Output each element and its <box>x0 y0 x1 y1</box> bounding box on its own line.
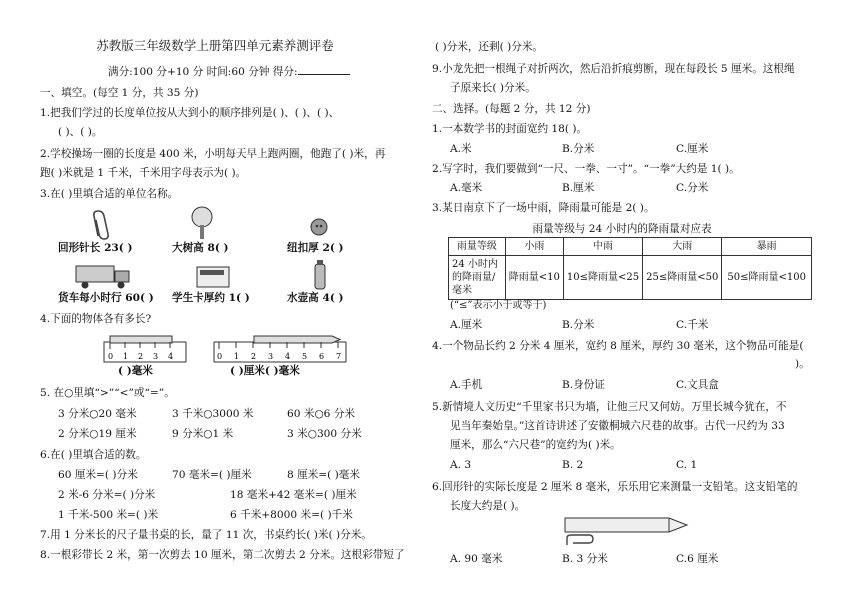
score-info: 满分:100 分+10 分 时间:60 分钟 得分: <box>108 64 350 79</box>
r2-tick-6: 6 <box>319 352 325 361</box>
r2-tick-3: 3 <box>268 352 274 361</box>
q3-line: 3.在( )里填合适的单位名称。 <box>40 188 179 200</box>
r1-tick-1: 1 <box>123 352 129 361</box>
q8-cont: ( )分米，还剩( )分米。 <box>435 41 544 53</box>
ruler1-caption: ( )毫米 <box>118 365 153 377</box>
q5-r1-b: 3 千米○3000 米 <box>172 408 254 420</box>
q9-line2: 子原来长( )分米。 <box>450 82 536 94</box>
r2-tick-1: 1 <box>234 352 240 361</box>
q5-line: 5. 在○里填“>”“<”或“=”。 <box>40 387 175 399</box>
q6-r1-a: 60 厘米=( )分米 <box>58 469 138 481</box>
table-note: (“≤”表示小于或等于) <box>450 300 547 311</box>
c6-line2: 长度大约是( )。 <box>450 500 526 512</box>
q6-r3-a: 1 千米-500 米=( )米 <box>58 509 159 521</box>
q6-r1-b: 70 毫米=( )厘米 <box>172 469 252 481</box>
c2-opt-a[interactable]: A.毫米 <box>450 182 483 194</box>
ruler2-caption: ( )厘米( )毫米 <box>230 365 300 377</box>
r1-tick-0: 0 <box>108 352 114 361</box>
cell-heavy: 25≤降雨量<50 <box>643 256 722 300</box>
tree-icon <box>190 206 214 240</box>
section-fill: 一、填空。(每空 1 分，共 35 分) <box>40 87 199 99</box>
q3-paperclip: 回形针长 23( ) <box>58 242 133 254</box>
c4-opt-b[interactable]: B.身份证 <box>562 379 605 391</box>
th-level: 雨量等级 <box>449 238 506 256</box>
r2-tick-7: 7 <box>336 352 342 361</box>
q4-line: 4.下面的物体各有多长? <box>40 313 152 325</box>
c5-line1: 5.新情境人文历史“千里家书只为墙，让他三尺又何妨。万里长城今犹在，不 <box>432 401 787 413</box>
paperclip-icon <box>92 210 112 240</box>
q5-r2-a: 2 分米○19 厘米 <box>58 428 137 440</box>
q3-truck: 货车每小时行 60( ) <box>58 292 154 304</box>
q3-tree: 大树高 8( ) <box>172 242 229 254</box>
cell-storm: 50≤降雨量<100 <box>722 256 812 300</box>
c3-opt-b[interactable]: B.分米 <box>562 319 595 331</box>
c5-opt-c[interactable]: C. 1 <box>676 459 698 471</box>
score-blank[interactable] <box>298 64 350 75</box>
c6-opt-b[interactable]: B. 3 分米 <box>562 553 608 565</box>
c3-opt-c[interactable]: C.千米 <box>676 319 709 331</box>
q6-r2-a: 2 米-6 分米=( )分米 <box>58 489 156 501</box>
q5-r2-b: 9 分米○1 米 <box>172 428 234 440</box>
page-title: 苏教版三年级数学上册第四单元素养测评卷 <box>96 38 334 53</box>
th-moderate: 中雨 <box>563 238 642 256</box>
c5-opt-a[interactable]: A. 3 <box>450 459 472 471</box>
q6-r2-c: 18 毫米+42 毫米=( )厘米 <box>230 489 357 501</box>
q1-line1: 1.把我们学过的长度单位按从大到小的顺序排列是( )、( )、( )、 <box>40 107 340 119</box>
q3-kettle: 水壶高 4( ) <box>287 292 344 304</box>
r2-tick-4: 4 <box>285 352 291 361</box>
student-card-icon <box>196 266 230 288</box>
r1-tick-4: 4 <box>168 352 174 361</box>
c5-line3: 厘米，那么“六尺巷”的宽约为( )米。 <box>450 439 621 451</box>
r2-tick-0: 0 <box>217 352 223 361</box>
r2-tick-5: 5 <box>302 352 308 361</box>
c4-line2: )。 <box>795 358 810 370</box>
q6-line: 6.在( )里填合适的数。 <box>40 449 147 461</box>
pencil-icon <box>254 336 340 343</box>
table-title: 雨量等级与 24 小时内的降雨量对应表 <box>532 223 712 235</box>
c5-line2: 见当年秦始皇。”这首诗讲述了安徽桐城六尺巷的故事。古代一尺约为 33 <box>450 420 785 432</box>
cell-moderate: 10≤降雨量<25 <box>563 256 642 300</box>
q5-r2-c: 3 米○300 分米 <box>287 428 362 440</box>
paperclip-icon <box>567 535 593 545</box>
q1-line2: ( )、( )。 <box>58 126 103 138</box>
q2-line1: 2.学校操场一圈的长度是 400 米，小明每天早上跑两圈，他跑了( )米，再 <box>40 148 386 160</box>
c4-line1: 4.一个物品长约 2 分米 4 厘米，宽约 8 厘米，厚约 30 毫米，这个物品可能是( <box>432 340 804 352</box>
c1-opt-c[interactable]: C.厘米 <box>676 143 709 155</box>
c6-opt-a[interactable]: A. 90 毫米 <box>450 553 503 565</box>
c3-opt-a[interactable]: A.厘米 <box>450 319 483 331</box>
r1-tick-2: 2 <box>138 352 144 361</box>
q6-r1-c: 8 厘米=( )毫米 <box>287 469 360 481</box>
q2-line2: 跑( )米就是 1 千米，千米用字母表示为( )。 <box>40 167 247 179</box>
row-label: 24 小时内的降雨量/毫米 <box>449 256 506 300</box>
r1-tick-3: 3 <box>153 352 159 361</box>
q7-line: 7.用 1 分米长的尺子量书桌的长，量了 11 次，书桌约长( )米( )分米。 <box>40 529 372 541</box>
r2-tick-2: 2 <box>251 352 257 361</box>
c5-opt-b[interactable]: B. 2 <box>562 459 584 471</box>
q5-r1-c: 60 米○6 分米 <box>287 408 355 420</box>
q9-line1: 9.小龙先把一根绳子对折两次，然后沿折痕剪断，现在每段长 5 厘米。这根绳 <box>432 63 795 75</box>
q8-line: 8.一根彩带长 2 米，第一次剪去 10 厘米，第二次剪去 2 分米。这根彩带短了 <box>40 549 405 561</box>
pencil-and-clip-illustration <box>565 516 690 548</box>
c6-opt-c[interactable]: C.6 厘米 <box>676 553 719 565</box>
section-choice: 二、选择。(每题 2 分，共 12 分) <box>432 103 591 115</box>
measured-object <box>110 336 172 343</box>
rainfall-table <box>448 237 812 300</box>
q6-r3-c: 6 千米+8000 米=( )千米 <box>230 509 353 521</box>
c6-line1: 6.回形针的实际长度是 2 厘米 8 毫米，乐乐用它来测量一支铅笔。这支铅笔的 <box>432 481 798 493</box>
ruler-pencil <box>214 334 348 364</box>
truck-icon <box>75 264 133 290</box>
q3-card: 学生卡厚约 1( ) <box>172 292 250 304</box>
c3-line: 3.某日南京下了一场中雨，降雨量可能是 2( )。 <box>432 202 655 214</box>
th-light: 小雨 <box>505 238 563 256</box>
c1-opt-a[interactable]: A.米 <box>450 143 472 155</box>
c2-opt-c[interactable]: C.分米 <box>676 182 709 194</box>
kettle-icon <box>313 260 327 290</box>
c4-opt-a[interactable]: A.手机 <box>450 379 483 391</box>
c1-line: 1.一本数学书的封面宽约 18( )。 <box>432 123 588 135</box>
ruler-small <box>104 334 188 364</box>
c1-opt-b[interactable]: B.分米 <box>562 143 595 155</box>
q3-button: 纽扣厚 2( ) <box>287 242 344 254</box>
button-icon <box>310 218 328 236</box>
th-storm: 暴雨 <box>722 238 812 256</box>
cell-light: 降雨量<10 <box>505 256 563 300</box>
c2-opt-b[interactable]: B.厘米 <box>562 182 595 194</box>
th-heavy: 大雨 <box>643 238 722 256</box>
c2-line: 2.写字时，我们要做到“一尺、一拳、一寸”。“一拳”大约是 1( )。 <box>432 163 740 175</box>
c4-opt-c[interactable]: C.文具盒 <box>676 379 719 391</box>
q5-r1-a: 3 分米○20 毫米 <box>58 408 137 420</box>
